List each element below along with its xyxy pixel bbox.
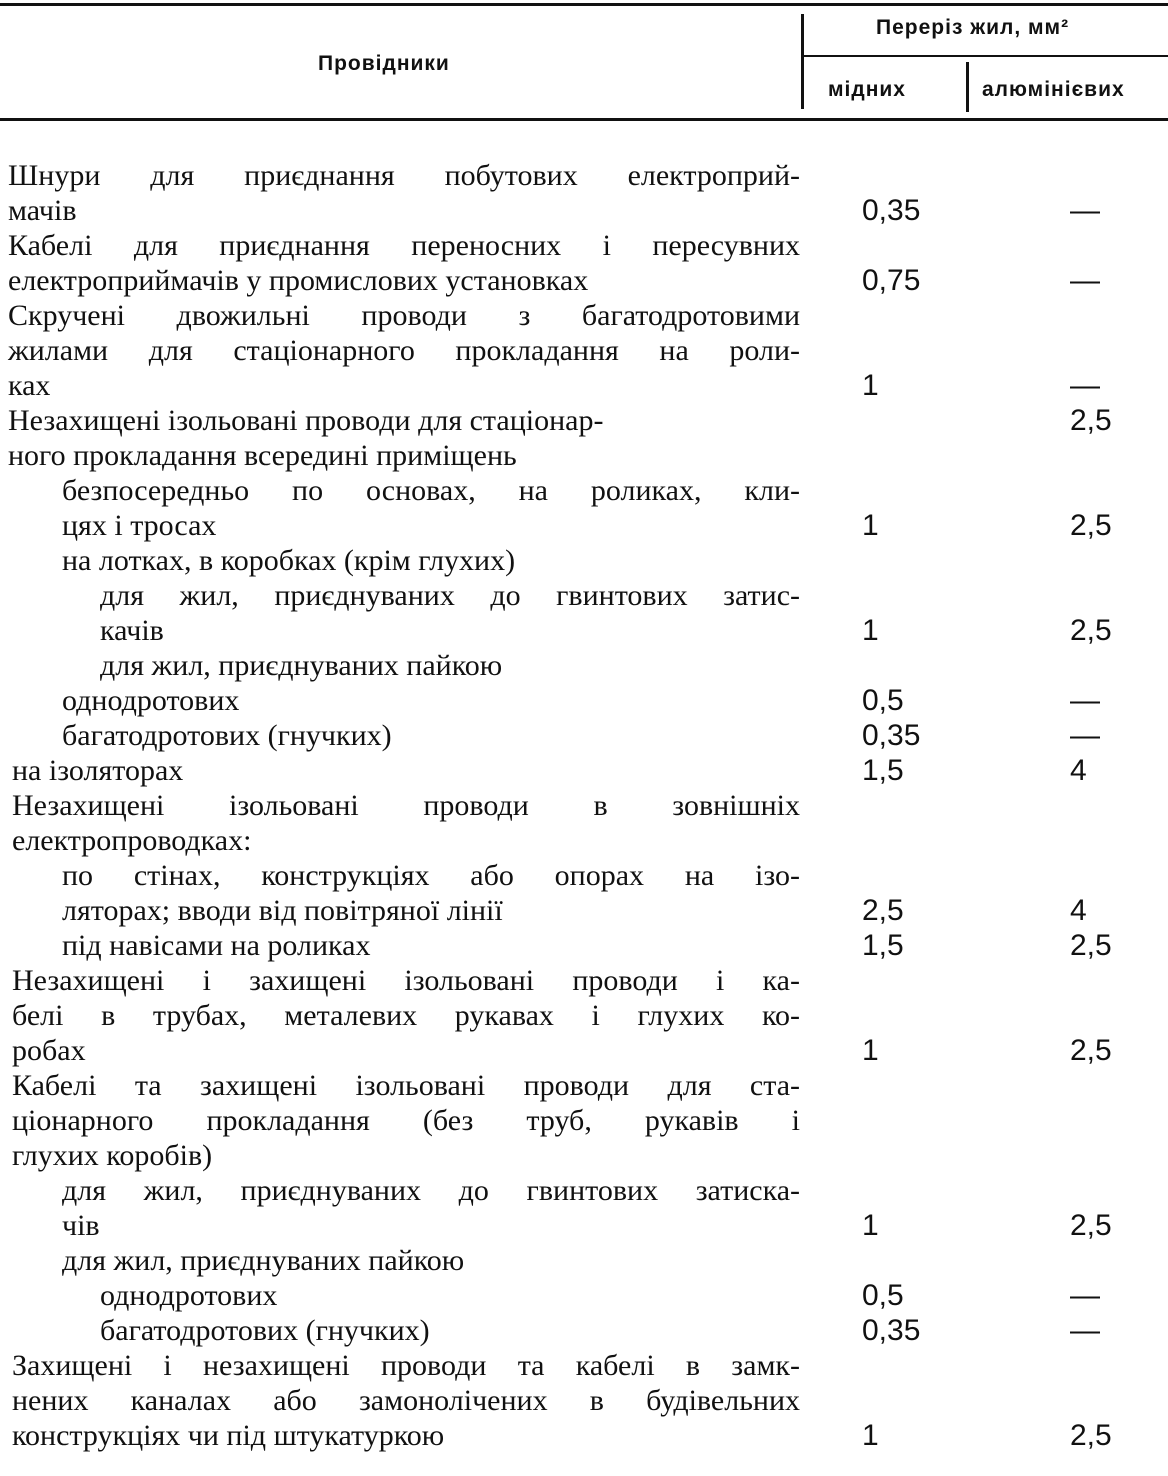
- conductor-description-line: чів: [62, 1209, 100, 1242]
- header-section-rule: [803, 55, 1168, 57]
- copper-section-value: 0,75: [862, 264, 921, 297]
- header-bottom-rule: [0, 118, 1168, 121]
- conductor-description-line: ках: [8, 369, 51, 402]
- copper-section-value: 0,35: [862, 194, 921, 227]
- table-body: [0, 158, 1168, 1453]
- conductor-description-line: Скручені двожильні проводи з багатодротовими: [8, 299, 800, 332]
- table-row: [0, 963, 1168, 1068]
- aluminium-section-value: 2,5: [1070, 1034, 1112, 1067]
- conductor-description-line: качів: [100, 614, 164, 647]
- table-row: [0, 1313, 1168, 1348]
- aluminium-section-value: 2,5: [1070, 614, 1112, 647]
- aluminium-section-value: —: [1070, 1279, 1100, 1312]
- table-row: [0, 403, 1168, 438]
- table-row: [0, 543, 1168, 578]
- conductor-description-line: мачів: [8, 194, 77, 227]
- table-row: [0, 158, 1168, 228]
- table-top-rule: [0, 3, 1168, 6]
- conductor-description-line: ляторах; вводи від повітряної лінії: [62, 894, 503, 927]
- copper-section-value: 0,5: [862, 1279, 904, 1312]
- conductor-description-line: під навісами на роликах: [62, 929, 371, 962]
- aluminium-section-value: 2,5: [1070, 1209, 1112, 1242]
- conductor-description-line: багатодротових (гнучких): [62, 719, 392, 752]
- table-row: [0, 858, 1168, 928]
- aluminium-section-value: 2,5: [1070, 404, 1112, 437]
- table-row: [0, 1173, 1168, 1243]
- conductor-description-line: для жил, приєднуваних до гвинтових затис-: [100, 579, 800, 612]
- conductor-description-line: Незахищені ізольовані проводи в зовнішніх: [12, 789, 800, 822]
- copper-section-value: 0,35: [862, 719, 921, 752]
- conductor-description-line: жилами для стаціонарного прокладання на роли-: [8, 334, 800, 367]
- copper-section-value: 0,35: [862, 1314, 921, 1347]
- aluminium-section-value: 2,5: [1070, 1419, 1112, 1452]
- column-header-aluminium: алюмінієвих: [982, 78, 1125, 101]
- column-header-conductors: Провідники: [318, 52, 450, 75]
- table-row: [0, 1068, 1168, 1173]
- header-divider-metals: [966, 62, 969, 112]
- copper-section-value: 1,5: [862, 754, 904, 787]
- conductor-description-line: Незахищені і захищені ізольовані проводи і ка-: [12, 964, 800, 997]
- copper-section-value: 1: [862, 1034, 879, 1067]
- conductor-description-line: Кабелі для приєднання переносних і пересувних: [8, 229, 800, 262]
- table-row: [0, 788, 1168, 858]
- table-row: [0, 578, 1168, 648]
- conductor-description-line: робах: [12, 1034, 86, 1067]
- table-row: [0, 753, 1168, 788]
- conductor-description-line: електроприймачів у промислових установках: [8, 264, 589, 297]
- table-row: [0, 1348, 1168, 1453]
- copper-section-value: 1: [862, 509, 879, 542]
- aluminium-section-value: —: [1070, 719, 1100, 752]
- conductor-description-line: белі в трубах, металевих рукавах і глухих ко-: [12, 999, 800, 1032]
- copper-section-value: 1: [862, 1209, 879, 1242]
- conductor-description-line: Шнури для приєднання побутових електроприй-: [8, 159, 800, 192]
- conductor-description-line: однодротових: [100, 1279, 278, 1312]
- aluminium-section-value: —: [1070, 264, 1100, 297]
- conductor-description-line: безпосередньо по основах, на роликах, кли-: [62, 474, 800, 507]
- aluminium-section-value: 4: [1070, 894, 1087, 927]
- copper-section-value: 1: [862, 1419, 879, 1452]
- conductor-description-line: по стінах, конструкціях або опорах на ізо-: [62, 859, 800, 892]
- aluminium-section-value: 4: [1070, 754, 1087, 787]
- copper-section-value: 1: [862, 614, 879, 647]
- table-row: [0, 928, 1168, 963]
- conductor-description-line: для жил, приєднуваних до гвинтових затиска-: [62, 1174, 800, 1207]
- conductor-description-line: ціонарного прокладання (без труб, рукавів і: [12, 1104, 800, 1137]
- conductor-description-line: багатодротових (гнучких): [100, 1314, 430, 1347]
- aluminium-section-value: —: [1070, 1314, 1100, 1347]
- table-row: [0, 1243, 1168, 1278]
- column-header-copper: мідних: [828, 78, 906, 101]
- aluminium-section-value: —: [1070, 194, 1100, 227]
- aluminium-section-value: —: [1070, 684, 1100, 717]
- table-row: [0, 298, 1168, 403]
- conductor-description-line: однодротових: [62, 684, 240, 717]
- table-row: [0, 648, 1168, 683]
- conductor-description-line: Незахищені ізольовані проводи для стаціонар-: [8, 404, 604, 437]
- conductor-description-line: нених каналах або замонолічених в будівельних: [12, 1384, 800, 1417]
- table-row: [0, 438, 1168, 473]
- conductor-description-line: на лотках, в коробках (крім глухих): [62, 544, 516, 577]
- conductor-description-line: цях і тросах: [62, 509, 217, 542]
- table-row: [0, 1278, 1168, 1313]
- table-row: [0, 683, 1168, 718]
- conductor-description-line: на ізоляторах: [12, 754, 184, 787]
- aluminium-section-value: —: [1070, 369, 1100, 402]
- copper-section-value: 2,5: [862, 894, 904, 927]
- table-row: [0, 718, 1168, 753]
- conductor-description-line: для жил, приєднуваних пайкою: [62, 1244, 465, 1277]
- conductor-description-line: ного прокладання всередині приміщень: [8, 439, 517, 472]
- conductor-description-line: Кабелі та захищені ізольовані проводи для ста-: [12, 1069, 800, 1102]
- table-row: [0, 473, 1168, 543]
- conductor-description-line: електропроводках:: [12, 824, 252, 857]
- conductor-description-line: для жил, приєднуваних пайкою: [100, 649, 503, 682]
- header-divider-conductors: [801, 14, 804, 109]
- copper-section-value: 1,5: [862, 929, 904, 962]
- aluminium-section-value: 2,5: [1070, 509, 1112, 542]
- table-row: [0, 228, 1168, 298]
- column-header-section: Переріз жил, мм²: [876, 16, 1070, 39]
- conductor-description-line: конструкціях чи під штукатуркою: [12, 1419, 445, 1452]
- aluminium-section-value: 2,5: [1070, 929, 1112, 962]
- copper-section-value: 1: [862, 369, 879, 402]
- conductor-description-line: Захищені і незахищені проводи та кабелі в замк-: [12, 1349, 800, 1382]
- copper-section-value: 0,5: [862, 684, 904, 717]
- conductor-description-line: глухих коробів): [12, 1139, 213, 1172]
